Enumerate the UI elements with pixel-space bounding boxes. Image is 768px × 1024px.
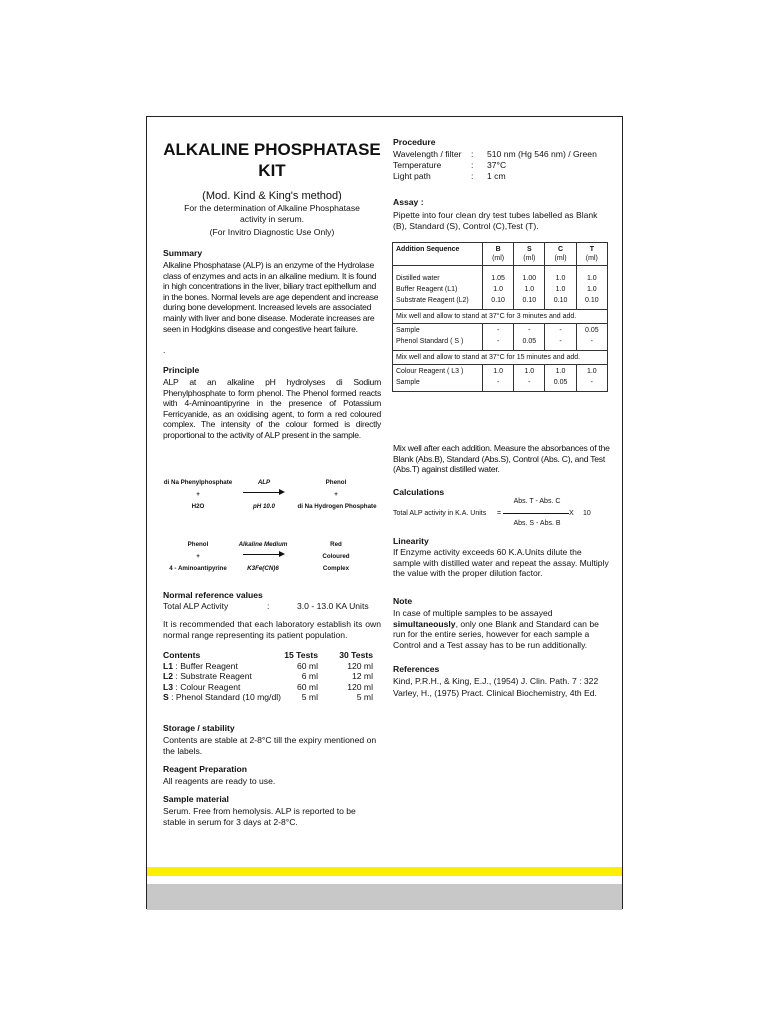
- assay-note-2: Mix well and allow to stand at 37°C for 15 minutes and add.: [393, 351, 608, 365]
- rx2-product3: Complex: [322, 565, 350, 572]
- contents-row: L1 : Buffer Reagent 60 ml 120 ml: [163, 660, 373, 671]
- assay-col-s: S (ml): [514, 243, 545, 266]
- ivd-note: (For Invitro Diagnostic Use Only): [209, 227, 335, 237]
- calculations-fraction-line: [503, 513, 569, 514]
- rx2-arrow: [243, 554, 280, 555]
- note-heading: Note: [393, 596, 413, 606]
- rx2-plus1: +: [196, 553, 200, 560]
- assay-col-c: C (ml): [545, 243, 576, 266]
- note-text: In case of multiple samples to be assayed simultaneously, only one Blank and Standard can be run for the entire series, however for each sample a Control and a Test assay has to be run additionally.: [393, 608, 599, 650]
- references-heading: References: [393, 664, 440, 674]
- assay-text: Pipette into four clean dry test tubes labelled as Blank (B), Standard (S), Control (C),Test (T).: [393, 210, 598, 231]
- rx1-arrow: [243, 492, 280, 493]
- assay-col-b: B (ml): [483, 243, 514, 266]
- contents-col-30: 30 Tests: [339, 650, 373, 660]
- document-title: ALKALINE PHOSPHATASE KIT: [163, 140, 381, 180]
- calculations-factor: 10: [583, 510, 591, 517]
- product-insert-sheet: [146, 116, 623, 909]
- grey-footer-band: [147, 884, 622, 910]
- contents-header-row: [163, 650, 381, 661]
- rx2-reactant2: 4 - Aminoantipyrine: [169, 565, 227, 572]
- summary-dot: .: [163, 345, 166, 355]
- calculations-denominator: Abs. S - Abs. B: [513, 520, 561, 527]
- rx2-product1: Red: [330, 541, 342, 548]
- storage-heading: Storage / stability: [163, 723, 235, 733]
- linearity-text: If Enzyme activity exceeds 60 K.A.Units dilute the sample with distilled water and repeat the assay. Multiply the value with the proper dilution factor.: [393, 547, 609, 579]
- normal-values-label: Total ALP Activity: [163, 601, 229, 611]
- assay-group-1: Distilled water Buffer Reagent (L1) Substrate Reagent (L2) 1.05 1.0 0.10 1.00 1.0 0.10 1.0 1.0 0.10 1.0 1.0 0.10: [393, 266, 608, 310]
- rx1-reactant2: H2O: [191, 503, 205, 510]
- subtitle: (Mod. Kind & King's method): [202, 190, 342, 202]
- mix-text: Mix well after each addition. Measure the absorbances of the Blank (Abs.B), Standard (Abs.S), Control (Abs. C), and Test (Abs.T) against distilled water.: [393, 443, 610, 475]
- calculations-times: X: [569, 510, 574, 517]
- purpose-text: For the determination of Alkaline Phosphatase activity in serum.: [184, 203, 360, 224]
- rx1-arrowhead-icon: [279, 489, 285, 495]
- procedure-table: [393, 149, 611, 182]
- contents-row: L2 : Substrate Reagent 6 ml 12 ml: [163, 671, 373, 682]
- procedure-row: Wavelength / filter : 510 nm (Hg 546 nm) / Green: [393, 149, 597, 159]
- rx2-arrowhead-icon: [279, 551, 285, 557]
- reagent-prep-text: All reagents are ready to use.: [163, 776, 276, 786]
- contents-col-15: 15 Tests: [284, 650, 318, 660]
- normal-values-colon: :: [267, 601, 270, 611]
- assay-col-t: T (ml): [576, 243, 607, 266]
- calculations-equals: =: [497, 510, 502, 517]
- linearity-heading: Linearity: [393, 536, 429, 546]
- rx2-reactant1: Phenol: [187, 541, 209, 548]
- rx1-product2: di Na Hydrogen Phosphate: [297, 503, 377, 510]
- normal-values-note: It is recommended that each laboratory establish its own normal range representing its patient population.: [163, 619, 381, 640]
- principle-text: ALP at an alkaline pH hydrolyses di Sodium Phenylphosphate to form phenol. The Phenol formed reacts with 4-Aminoantipyrine in the presence of Potassium Ferricyanide, as an oxidising agent, to form a red coloured complex. The intensity of the colour formed is directly proportional to the activity of ALP present in the sample.: [163, 377, 381, 440]
- reference-item: Kind, P.R.H., & King, E.J., (1954) J. Clin. Path. 7 : 322: [393, 676, 599, 686]
- rx1-arrow-top: ALP: [257, 479, 271, 486]
- procedure-heading: Procedure: [393, 137, 436, 147]
- rx1-plus2: +: [334, 491, 338, 498]
- normal-values-row: [163, 601, 381, 612]
- rx1-plus1: +: [196, 491, 200, 498]
- calculations-numerator: Abs. T - Abs. C: [513, 498, 561, 505]
- normal-values-value: 3.0 - 13.0 KA Units: [297, 601, 369, 611]
- calculations-heading: Calculations: [393, 487, 445, 497]
- rx1-arrow-bottom: pH 10.0: [252, 503, 275, 510]
- sample-material-text: Serum. Free from hemolysis. ALP is reported to be stable in serum for 3 days at 2-8°C.: [163, 806, 356, 827]
- assay-note-1: Mix well and allow to stand at 37°C for 3 minutes and add.: [393, 310, 608, 324]
- assay-table: [392, 242, 608, 392]
- contents-table: [163, 650, 381, 703]
- contents-row: S : Phenol Standard (10 mg/dl) 5 ml 5 ml: [163, 692, 373, 703]
- reference-item: Varley, H., (1975) Pract. Clinical Biochemistry, 4th Ed.: [393, 688, 597, 698]
- assay-heading: Assay :: [393, 197, 424, 207]
- procedure-row: Light path : 1 cm: [393, 171, 506, 181]
- procedure-row: Temperature : 37°C: [393, 160, 507, 170]
- yellow-band: [147, 867, 622, 876]
- assay-header-label: Addition Sequence: [393, 243, 483, 266]
- rx2-product2: Coloured: [322, 553, 350, 560]
- rx1-reactant1: di Na Phenylphosphate: [163, 479, 233, 486]
- assay-group-3: Colour Reagent ( L3 ) Sample 1.0 - 1.0 - 1.0 0.05 1.0 -: [393, 365, 608, 392]
- assay-table-header: [393, 243, 608, 266]
- rx2-arrow-top: Alkaline Medium: [238, 541, 288, 548]
- calculations-label: Total ALP activity in K.A. Units: [393, 510, 487, 517]
- reagent-prep-heading: Reagent Preparation: [163, 764, 248, 774]
- principle-heading: Principle: [163, 365, 200, 375]
- rx2-arrow-bottom: K3Fe(CN)6: [247, 565, 279, 572]
- summary-heading: Summary: [163, 248, 203, 258]
- summary-text: Alkaline Phosphatase (ALP) is an enzyme of the Hydrolase class of enzymes and acts in an alkaline medium. It is found in high concentrations in the liver, biliary tract epithellum and in the bones. Normal levels are age dependent and increase during bone development. Increased levels are associated mainly with liver and bone disease. Moderate increases are seen in Hodgkins disease and congestive heart failure.: [163, 260, 379, 334]
- rx1-product1: Phenol: [325, 479, 347, 486]
- sample-material-heading: Sample material: [163, 794, 229, 804]
- normal-values-heading: Normal reference values: [163, 590, 263, 600]
- storage-text: Contents are stable at 2-8°C till the expiry mentioned on the labels.: [163, 735, 377, 756]
- assay-group-2: Sample Phenol Standard ( S ) - - - 0.05 - - 0.05 -: [393, 324, 608, 351]
- contents-row: L3 : Colour Reagent 60 ml 120 ml: [163, 681, 373, 692]
- contents-heading: Contents: [163, 650, 201, 660]
